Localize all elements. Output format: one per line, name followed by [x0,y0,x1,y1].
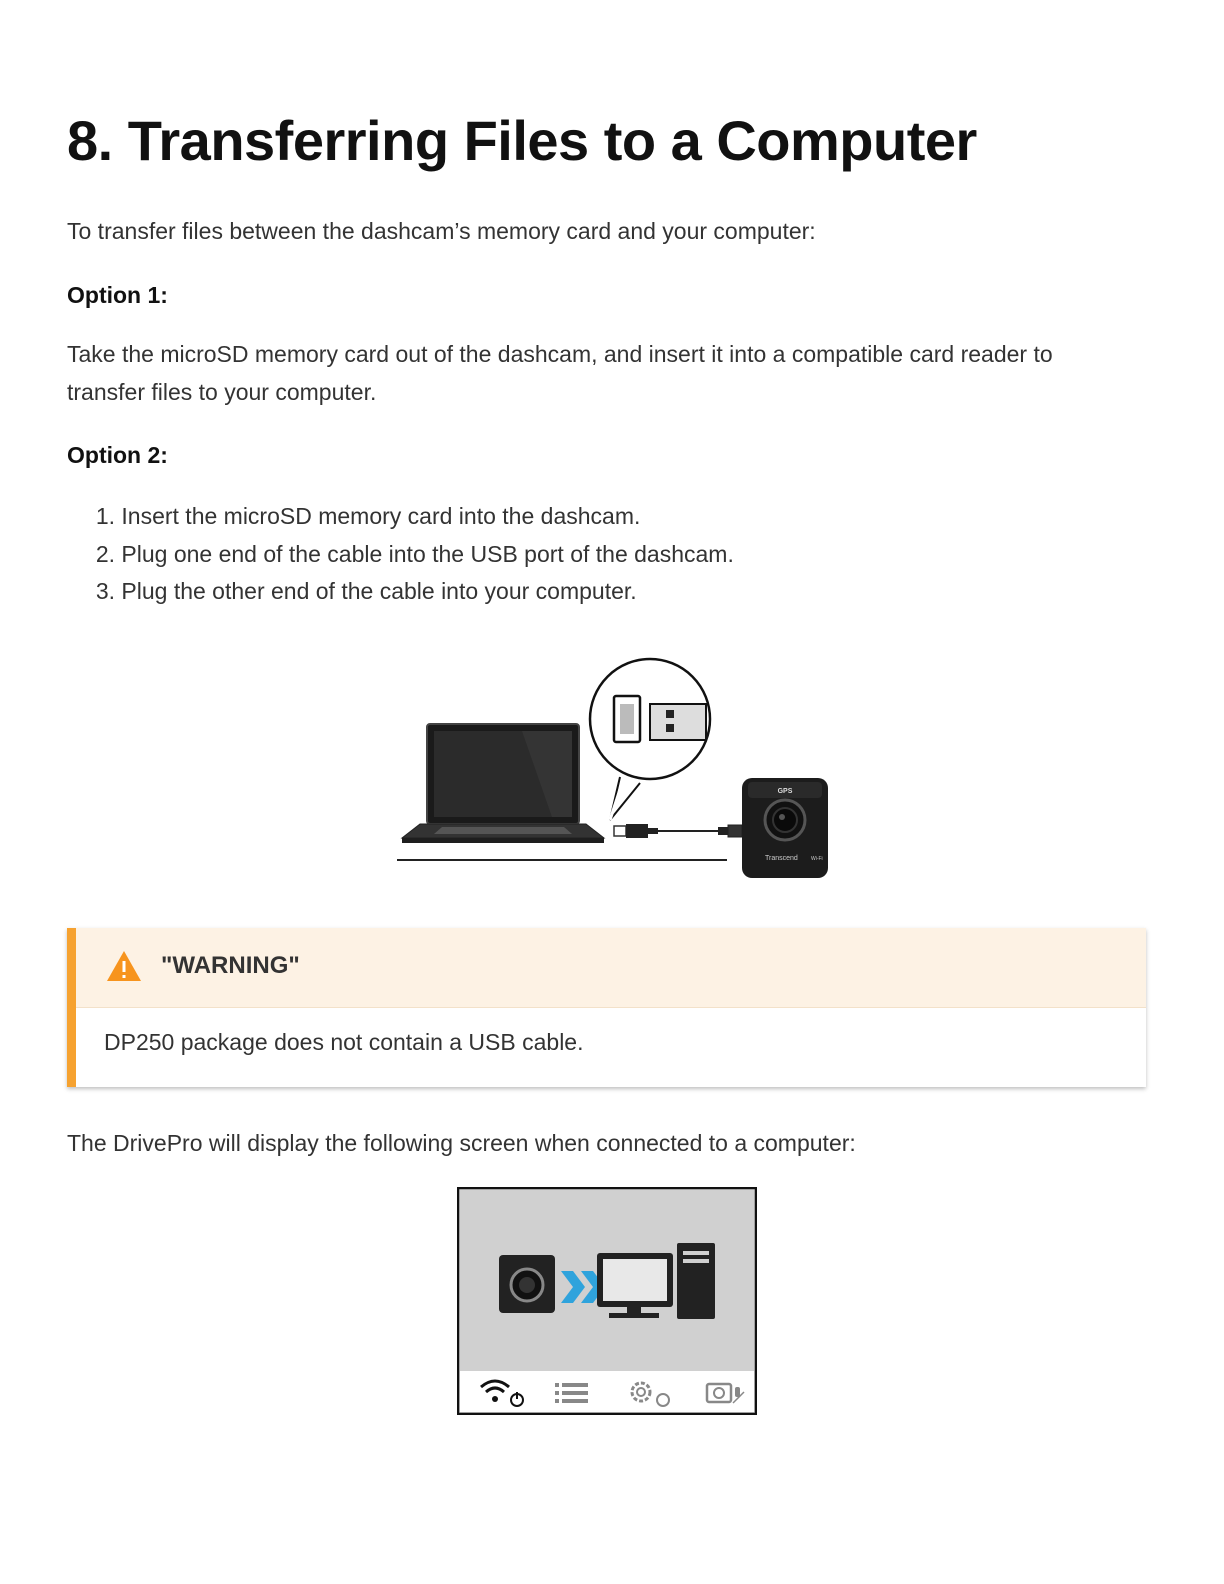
warning-box [67,928,1146,1087]
list-item: 2. Plug one end of the cable into the USB port of the dashcam. [95,540,734,567]
camera-brand-label: Transcend [765,855,798,862]
drivepro-screen-illustration [457,1187,757,1415]
dashcam-icon [742,778,828,878]
page-title: 8. Transferring Files to a Computer [67,109,977,172]
usb-cable-icon [614,824,742,838]
option2-heading: Option 2: [67,442,168,468]
usb-port-callout [590,659,710,820]
option1-text-line1: Take the microSD memory card out of the dashcam, and insert it into a compatible card reader to [67,341,1053,367]
intro-text: To transfer files between the dashcam’s memory card and your computer: [67,218,816,244]
option1-text-line2: transfer files to your computer. [67,379,377,405]
usb-connection-illustration [392,652,838,886]
outro-text: The DrivePro will display the following screen when connected to a computer: [67,1130,856,1156]
warning-header [76,928,1146,1008]
option2-steps [67,498,734,611]
list-item: 1. Insert the microSD memory card into the dashcam. [95,503,641,529]
camera-gps-label: GPS [777,788,793,795]
laptop-icon [402,724,604,843]
option1-heading: Option 1: [67,282,168,308]
dashcam-icon [499,1255,555,1313]
warning-title: "WARNING" [161,952,300,979]
list-item: 3. Plug the other end of the cable into your computer. [95,578,637,604]
camera-wifi-label: Wi-Fi [811,856,823,862]
warning-text: DP250 package does not contain a USB cable. [104,1029,584,1055]
warning-icon [106,950,142,982]
